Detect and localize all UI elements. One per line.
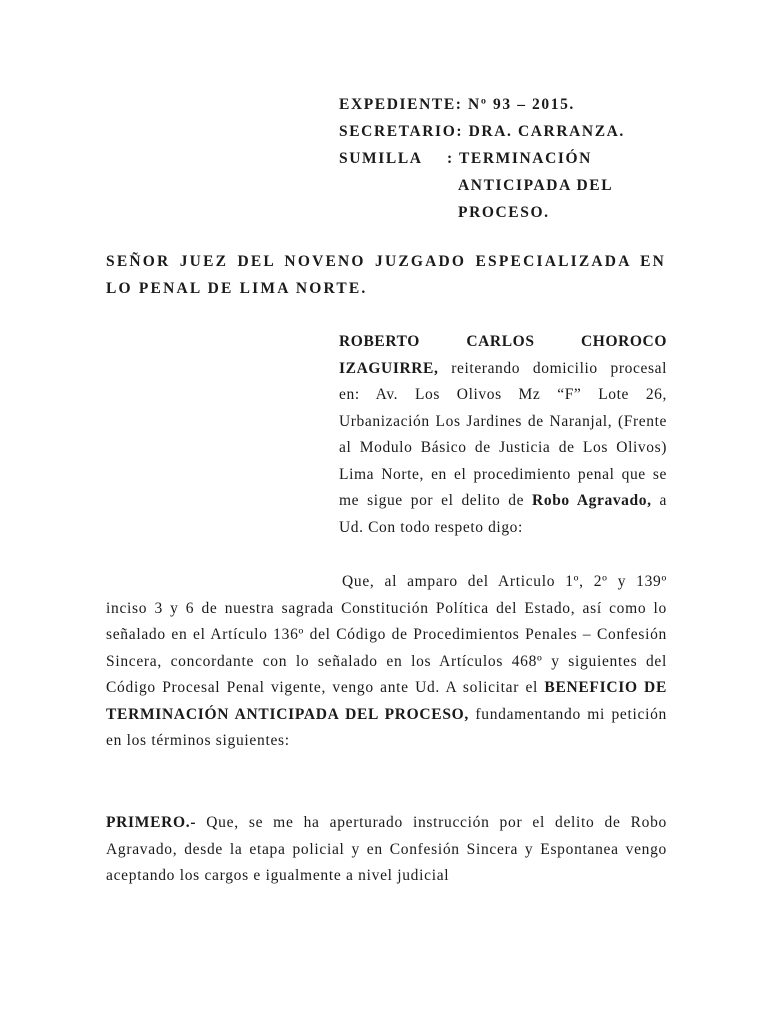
secretario-row — [339, 118, 625, 145]
petitioner-block — [339, 329, 667, 541]
paragraph-primero — [106, 810, 667, 890]
expediente-label: EXPEDIENTE: — [339, 96, 463, 113]
expediente-row — [339, 91, 625, 118]
petitioner-name: ROBERTO CARLOS CHOROCO IZAGUIRRE, — [339, 333, 667, 377]
crime-name: Robo Agravado, — [532, 492, 652, 509]
sumilla-separator: : — [447, 150, 454, 167]
secretario-value: DRA. CARRANZA. — [468, 123, 625, 140]
addressee: SEÑOR JUEZ DEL NOVENO JUZGADO ESPECIALIZADA EN LO PENAL DE LIMA NORTE. — [106, 253, 666, 297]
paragraph-request-text-1: Que, al amparo del Articulo 1º, 2º y 139º inciso 3 y 6 de nuestra sagrada Constitución Política del Estado, así como lo señalado en el Artículo 136º del Código de Procedimientos Penales – Confesión Sincera, concordante con lo señalado en los Artículos 468º y siguientes del Código Procesal Penal vigente, vengo ante Ud. A solicitar el — [106, 573, 667, 696]
sumilla-line-3: PROCESO. — [458, 204, 550, 221]
sumilla-line-1: TERMINACIÓN — [458, 150, 592, 167]
sumilla-label: SUMILLA — [339, 150, 423, 167]
paragraph-request — [106, 569, 667, 755]
case-header — [339, 91, 625, 226]
expediente-value: Nº 93 – 2015. — [468, 96, 575, 113]
primero-label: PRIMERO.- — [106, 814, 197, 831]
petitioner-text-1: reiterando domicilio procesal en: Av. Los Olivos Mz “F” Lote 26, Urbanización Los Jardines de Naranjal, (Frente al Modulo Básico de Justicia de Los Olivos) Lima Norte, en el procedimiento penal que se me sigue por el delito de — [339, 359, 667, 509]
secretario-label: SECRETARIO: — [339, 123, 464, 140]
sumilla-row — [339, 145, 625, 172]
paragraph-request-text-2: fundamentando mi petición en los términos siguientes: — [106, 705, 667, 749]
benefit-name: BENEFICIO DE TERMINACIÓN ANTICIPADA DEL PROCESO, — [106, 679, 667, 723]
petitioner-text-2: a Ud. Con todo respeto digo: — [339, 492, 667, 536]
sumilla-line-2: ANTICIPADA DEL — [458, 177, 614, 194]
primero-text: Que, se me ha aperturado instrucción por el delito de Robo Agravado, desde la etapa policial y en Confesión Sincera y Espontanea vengo aceptando los cargos e igualmente a nivel judicial — [106, 814, 667, 884]
